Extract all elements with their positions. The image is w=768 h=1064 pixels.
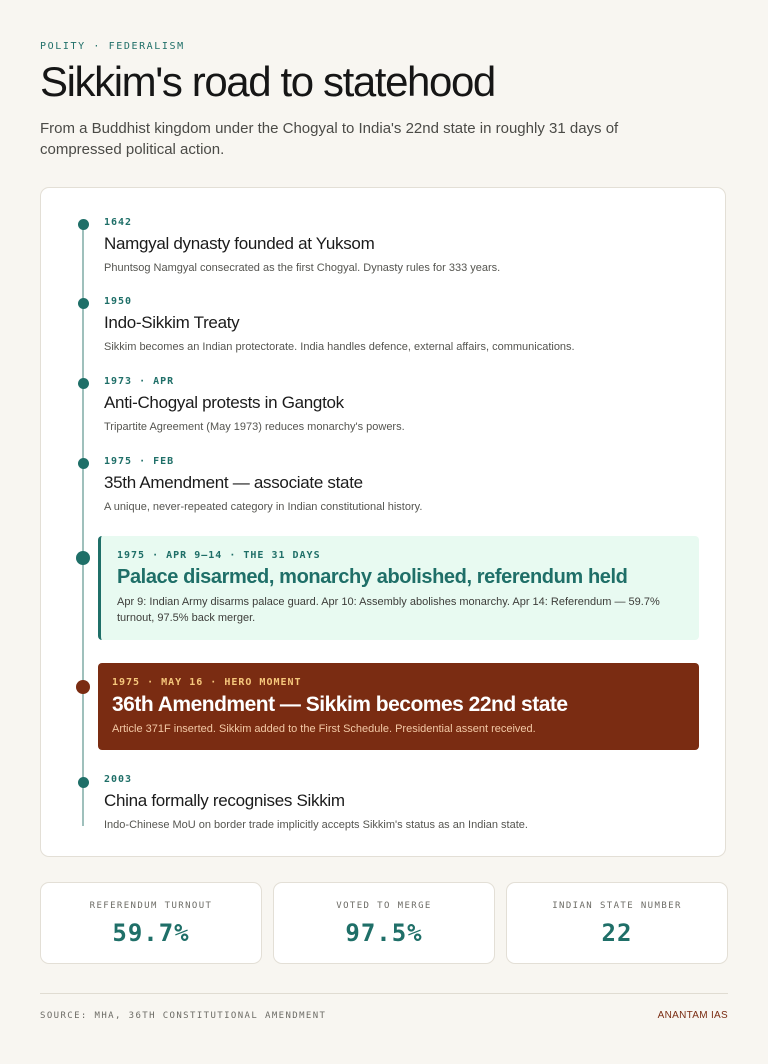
page-title: Sikkim's road to statehood [40,58,495,105]
stat-value: 22 [601,919,633,947]
event-title: Palace disarmed, monarchy abolished, referendum held [117,566,628,588]
timeline-dot [78,458,89,469]
timeline-dot [78,298,89,309]
timeline-dot [78,219,89,230]
timeline-line [82,222,84,826]
event-date: 1642 [104,217,133,228]
timeline-event [104,376,694,435]
stat-label: REFERENDUM TURNOUT [89,901,213,911]
timeline-dot [78,378,89,389]
stat-card-merge [273,882,495,964]
event-description: Apr 9: Indian Army disarms palace guard. Apr 10: Assembly abolishes monarchy. Apr 14: Referendum — 59.7% turnout, 97.5% back merger. [117,596,660,624]
timeline-event [104,296,694,355]
event-title: 36th Amendment — Sikkim becomes 22nd state [112,693,568,716]
hero-event-card [98,663,699,750]
brand-logo: ANANTAM IAS [657,1010,728,1021]
event-date: 1975 · FEB [104,456,175,467]
event-date: 1973 · APR [104,376,175,387]
event-description: Indo-Chinese MoU on border trade implicitly accepts Sikkim's status as an Indian state. [104,819,528,831]
timeline-event [104,217,694,276]
eyebrow-category: POLITY · FEDERALISM [40,41,185,52]
event-date: 2003 [104,774,133,785]
timeline-card [40,187,726,857]
stats-row [40,882,728,964]
event-date: 1950 [104,296,133,307]
stat-card-turnout [40,882,262,964]
timeline-event [104,456,694,515]
footer-divider [40,993,728,994]
stat-label: INDIAN STATE NUMBER [552,901,682,911]
event-date: 1975 · APR 9–14 · THE 31 DAYS [117,550,321,561]
timeline-dot-hero [76,680,90,694]
event-description: Article 371F inserted. Sikkim added to the First Schedule. Presidential assent received. [112,723,536,735]
event-title: China formally recognises Sikkim [104,791,345,810]
stat-value: 59.7% [112,919,190,947]
source-note: SOURCE: MHA, 36TH CONSTITUTIONAL AMENDMENT [40,1011,327,1021]
event-title: Indo-Sikkim Treaty [104,313,240,332]
event-description: Phuntsog Namgyal consecrated as the first Chogyal. Dynasty rules for 333 years. [104,262,501,274]
page-subtitle: From a Buddhist kingdom under the Chogyal to India's 22nd state in roughly 31 days of compressed political action. [40,120,619,158]
event-description: Tripartite Agreement (May 1973) reduces monarchy's powers. [104,421,405,433]
stat-label: VOTED TO MERGE [336,901,432,911]
highlight-event-card [98,536,699,640]
event-title: 35th Amendment — associate state [104,473,363,492]
event-date: 1975 · MAY 16 · HERO MOMENT [112,677,302,688]
timeline-dot [78,777,89,788]
timeline-dot-highlight [76,551,90,565]
event-title: Anti-Chogyal protests in Gangtok [104,393,344,412]
event-description: Sikkim becomes an Indian protectorate. India handles defence, external affairs, communications. [104,341,575,353]
timeline-event [104,774,694,833]
event-title: Namgyal dynasty founded at Yuksom [104,234,375,253]
stat-value: 97.5% [345,919,423,947]
event-description: A unique, never-repeated category in Indian constitutional history. [104,501,423,513]
stat-card-state-number [506,882,728,964]
